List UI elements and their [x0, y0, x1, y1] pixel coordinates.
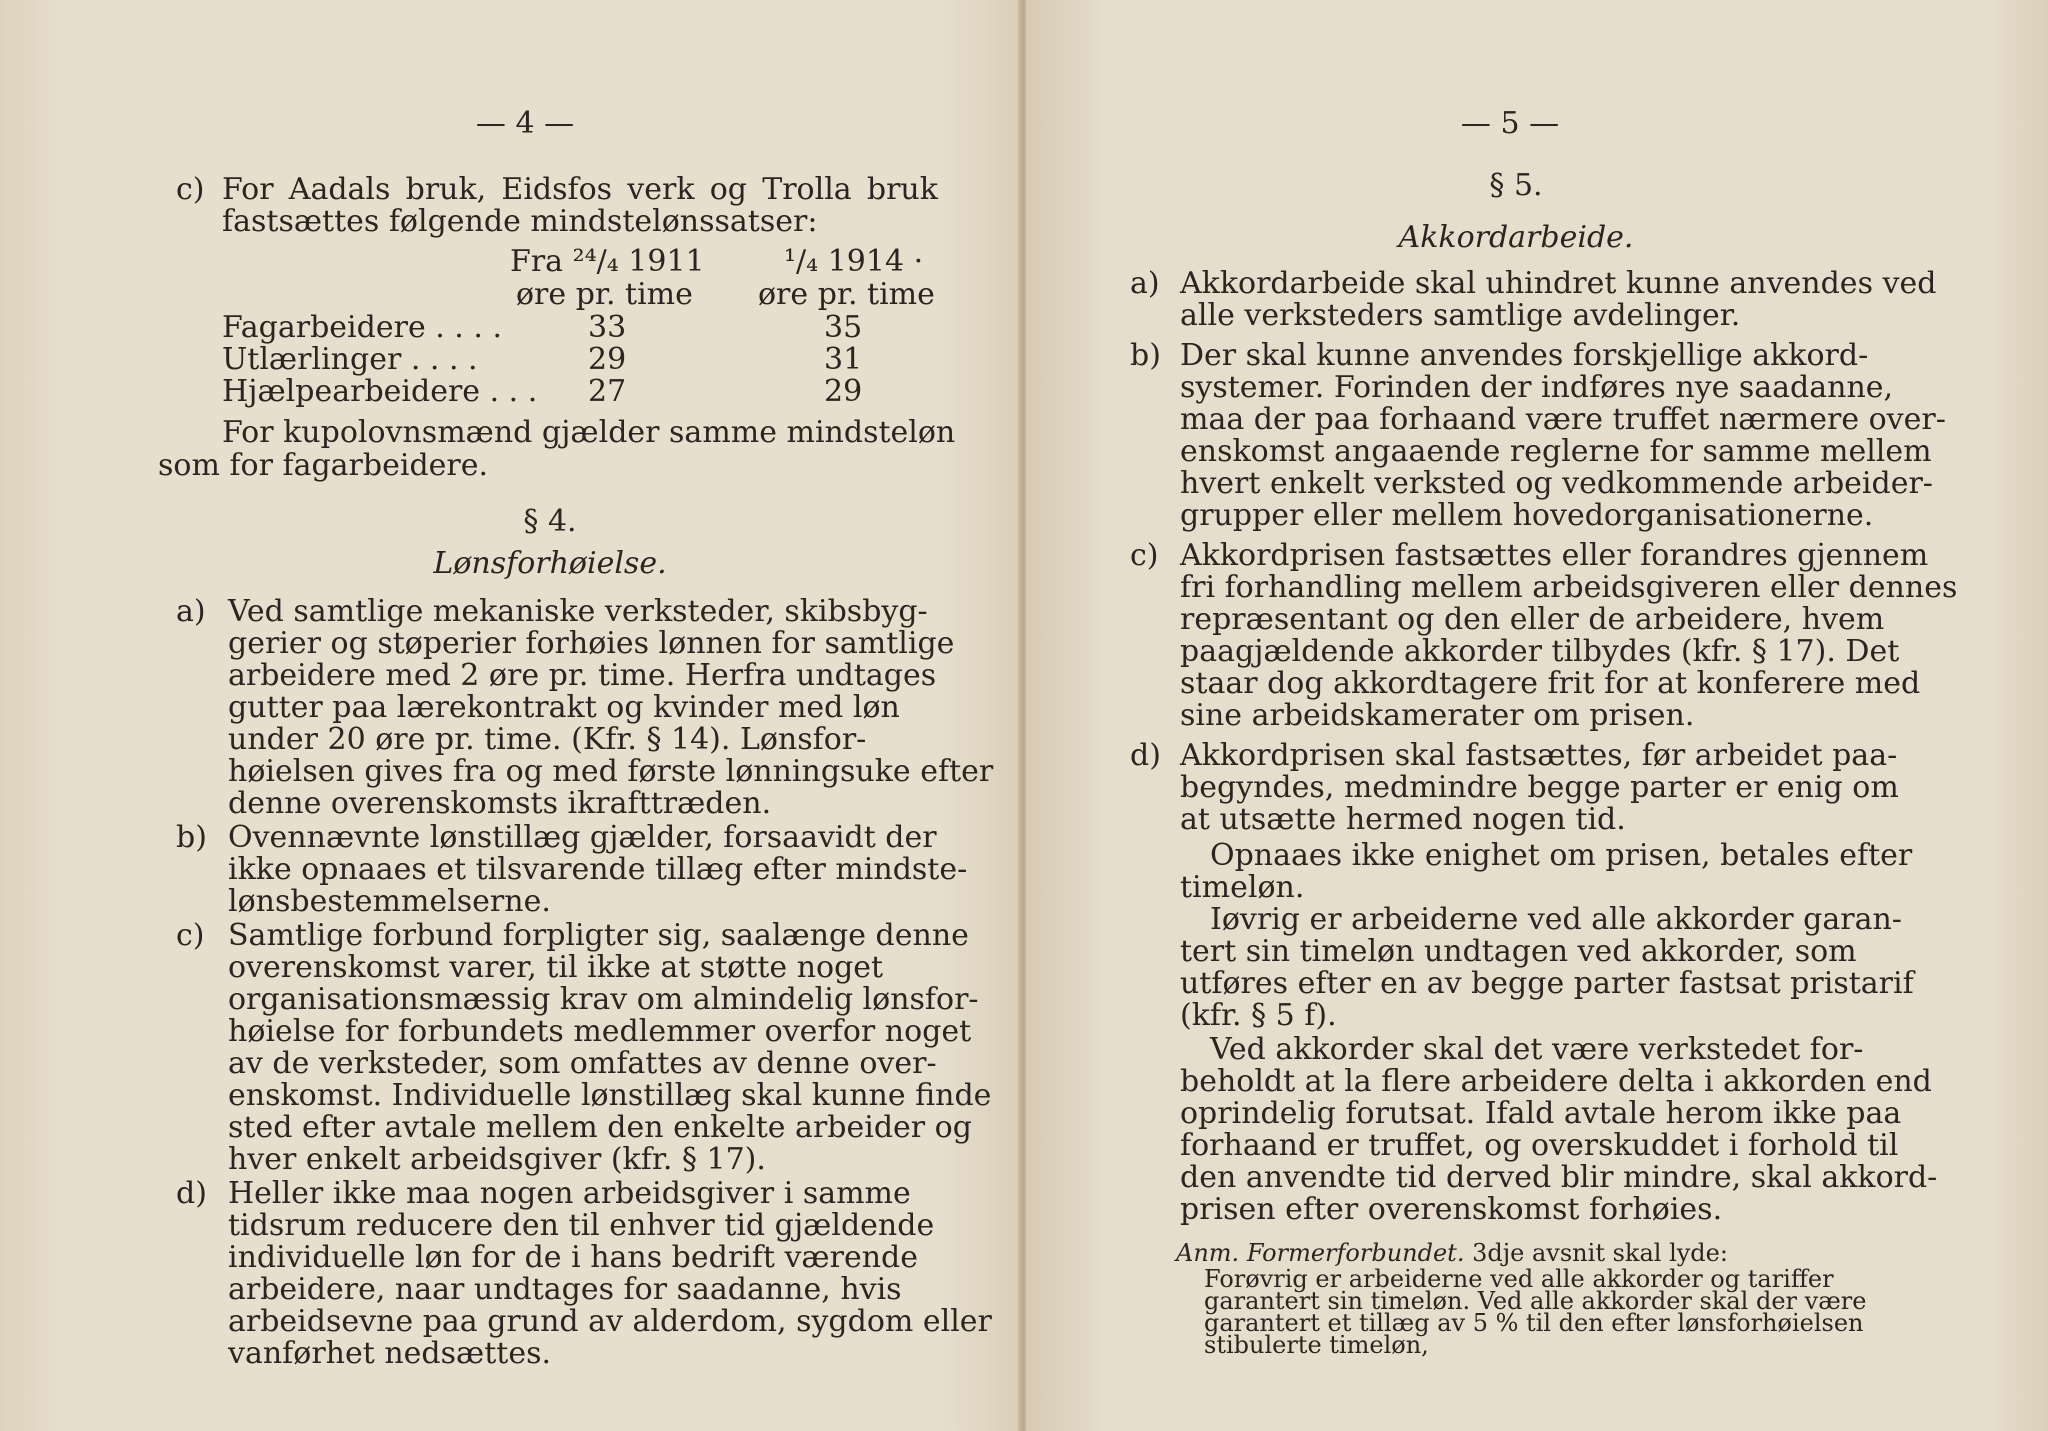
kupolovn-line: som for fagarbeidere. [158, 448, 489, 483]
table-cell: 29 [588, 342, 627, 377]
col-unit-1914: øre pr. time [758, 277, 935, 312]
paragraph-line: Ved akkorder skal det være verkstedet for- [1210, 1032, 1864, 1067]
item-line: Ved samtlige mekaniske verksteder, skibsbyg- [228, 594, 928, 629]
table-cell: 35 [824, 310, 863, 345]
item-line: lønsbestemmelserne. [228, 884, 551, 919]
paragraph-line: den anvendte tid derved blir mindre, skal akkord- [1180, 1160, 1938, 1195]
item-line: systemer. Forinden der indføres nye saadanne, [1180, 370, 1894, 405]
item-marker: c) [176, 918, 205, 953]
table-cell: 31 [824, 342, 863, 377]
table-cell: 27 [588, 374, 627, 409]
page-number: — 4 — [475, 106, 575, 141]
kupolovn-line: For kupolovnsmænd gjælder samme mindsteløn [222, 415, 956, 450]
paragraph-line: utføres efter en av begge parter fastsat pristarif [1180, 966, 1914, 1001]
item-line: overenskomst varer, til ikke at støtte noget [228, 950, 884, 985]
item-marker: a) [1130, 266, 1160, 301]
item-line: sine arbeidskamerater om prisen. [1180, 698, 1695, 733]
footnote-label: Anm. [1176, 1239, 1240, 1267]
footnote-line: garantert sin timeløn. Ved alle akkorder skal der være [1204, 1287, 1867, 1315]
c-intro-line2: fastsættes følgende mindstelønssatser: [222, 204, 818, 239]
table-row-label: Fagarbeidere . . . . [222, 310, 502, 345]
footnote-source: Formerforbundet. [1246, 1239, 1465, 1267]
item-line: tidsrum reducere den til enhver tid gjældende [228, 1208, 935, 1243]
item-marker: c) [176, 172, 205, 207]
item-marker: b) [176, 820, 207, 855]
item-line: enskomst. Individuelle lønstillæg skal kunne finde [228, 1078, 992, 1113]
item-line: begyndes, medmindre begge parter er enig om [1180, 770, 1899, 805]
item-line: staar dog akkordtagere frit for at konferere med [1180, 666, 1921, 701]
item-line: Heller ikke maa nogen arbeidsgiver i samme [228, 1176, 911, 1211]
table-row-label: Hjælpearbeidere . . . [222, 374, 538, 409]
table-cell: 33 [588, 310, 627, 345]
table-row-label: Utlærlinger . . . . [222, 342, 478, 377]
item-line: av de verksteder, som omfattes av denne over- [228, 1046, 937, 1081]
section-title: Lønsforhøielse. [433, 546, 667, 581]
item-line: under 20 øre pr. time. (Kfr. § 14). Lønsfor- [228, 722, 867, 757]
item-line: høielse for forbundets medlemmer overfor noget [228, 1014, 972, 1049]
section-number: § 5. [1489, 168, 1543, 203]
item-line: hver enkelt arbeidsgiver (kfr. § 17). [228, 1142, 766, 1177]
item-line: maa der paa forhaand være truffet nærmere over- [1180, 402, 1946, 437]
footnote-first: 3dje avsnit skal lyde: [1472, 1239, 1728, 1267]
item-marker: d) [1130, 738, 1161, 773]
item-line: Akkordprisen fastsættes eller forandres gjennem [1180, 538, 1929, 573]
paragraph-line: Opnaaes ikke enighet om prisen, betales efter [1210, 838, 1913, 873]
paragraph-line: tert sin timeløn undtagen ved akkorder, som [1180, 934, 1857, 969]
paragraph-line: forhaand er truffet, og overskuddet i forhold til [1180, 1128, 1899, 1163]
paragraph-line: prisen efter overenskomst forhøies. [1180, 1192, 1723, 1227]
item-line: Samtlige forbund forpligter sig, saalænge denne [228, 918, 969, 953]
item-line: sted efter avtale mellem den enkelte arbeider og [228, 1110, 972, 1145]
footnote-heading [1176, 1240, 1728, 1266]
col-unit-1911: øre pr. time [516, 277, 693, 312]
item-line: ikke opnaaes et tilsvarende tillæg efter mindste- [228, 852, 968, 887]
col-head-1914: ¹/₄ 1914 · [784, 244, 924, 279]
item-line: høielsen gives fra og med første lønningsuke efter [228, 754, 994, 789]
item-line: grupper eller mellem hovedorganisationerne. [1180, 498, 1874, 533]
c-intro-line1: For Aadals bruk, Eidsfos verk og Trolla bruk [222, 172, 938, 207]
item-line: fri forhandling mellem arbeidsgiveren eller dennes [1180, 570, 1958, 605]
item-line: arbeidere, naar undtages for saadanne, hvis [228, 1272, 902, 1307]
paragraph-line: timeløn. [1180, 870, 1305, 905]
table-cell: 29 [824, 374, 863, 409]
footnote-line: stibulerte timeløn, [1204, 1331, 1429, 1359]
item-line: at utsætte hermed nogen tid. [1180, 802, 1626, 837]
item-line: enskomst angaaende reglerne for samme mellem [1180, 434, 1932, 469]
item-line: denne overenskomsts ikrafttræden. [228, 786, 772, 821]
paragraph-line: oprindelig forutsat. Ifald avtale herom ikke paa [1180, 1096, 1902, 1131]
item-line: Der skal kunne anvendes forskjellige akkord- [1180, 338, 1869, 373]
item-marker: b) [1130, 338, 1161, 373]
item-line: repræsentant og den eller de arbeidere, hvem [1180, 602, 1885, 637]
item-marker: d) [176, 1176, 207, 1211]
item-line: individuelle løn for de i hans bedrift værende [228, 1240, 918, 1275]
section-number: § 4. [523, 504, 577, 539]
item-line: Ovennævnte lønstillæg gjælder, forsaavidt der [228, 820, 937, 855]
item-line: Akkordprisen skal fastsættes, før arbeidet paa- [1180, 738, 1898, 773]
item-marker: a) [176, 594, 206, 629]
footnote-line: Forøvrig er arbeiderne ved alle akkorder og tariffer [1204, 1265, 1834, 1293]
item-line: arbeidere med 2 øre pr. time. Herfra undtages [228, 658, 937, 693]
item-line: arbeidsevne paa grund av alderdom, sygdom eller [228, 1304, 992, 1339]
item-line: organisationsmæssig krav om almindelig lønsfor- [228, 982, 979, 1017]
paragraph-line: (kfr. § 5 f). [1180, 998, 1337, 1033]
footnote-line: garantert et tillæg av 5 % til den efter lønsforhøielsen [1204, 1309, 1864, 1337]
item-line: Akkordarbeide skal uhindret kunne anvendes ved [1180, 266, 1937, 301]
item-marker: c) [1130, 538, 1159, 573]
page-number: — 5 — [1460, 106, 1560, 141]
item-line: hvert enkelt verksted og vedkommende arbeider- [1180, 466, 1933, 501]
item-line: alle verksteders samtlige avdelinger. [1180, 298, 1741, 333]
right-page [1026, 0, 2048, 1431]
paragraph-line: beholdt at la flere arbeidere delta i akkorden end [1180, 1064, 1932, 1099]
section-title: Akkordarbeide. [1398, 220, 1634, 255]
left-page [0, 0, 1022, 1431]
paragraph-line: Iøvrig er arbeiderne ved alle akkorder garan- [1210, 902, 1902, 937]
col-head-1911: Fra ²⁴/₄ 1911 [510, 244, 705, 279]
item-line: gerier og støperier forhøies lønnen for samtlige [228, 626, 955, 661]
item-line: vanførhet nedsættes. [228, 1336, 551, 1371]
item-line: gutter paa lærekontrakt og kvinder med løn [228, 690, 900, 725]
item-line: paagjældende akkorder tilbydes (kfr. § 17). Det [1180, 634, 1900, 669]
